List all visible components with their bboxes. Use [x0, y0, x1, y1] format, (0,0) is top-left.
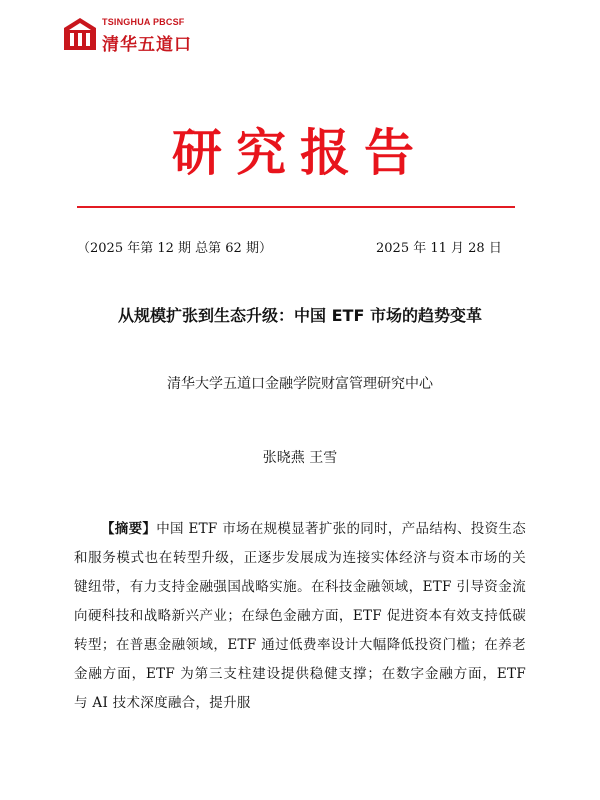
abstract-paragraph	[74, 515, 526, 718]
report-organization: 清华大学五道口金融学院财富管理研究中心	[167, 376, 433, 392]
masthead-divider	[77, 206, 515, 208]
logo-chinese-text: 清华五道口	[102, 35, 192, 55]
abstract-text: 中国 ETF 市场在规模显著扩张的同时，产品结构、投资生态和服务模式也在转型升级，正逐步发展成为连接实体经济与资本市场的关键纽带，有力支持金融强国战略实施。在科技金融领域，ETF 引导资金流向硬科技和战略新兴产业；在绿色金融方面，ETF 促进资本有效支持低碳转型；在普惠金融领域，ETF 通过低费率设计大幅降低投资门槛；在养老金融方面，ETF 为第三支柱建设提供稳健支撑；在数字金融方面，ETF 与 AI 技术深度融合，提升服	[74, 521, 526, 711]
report-title: 从规模扩张到生态升级：中国 ETF 市场的趋势变革	[118, 306, 482, 325]
masthead-title: 研究报告	[172, 123, 428, 182]
report-authors: 张晓燕 王雪	[262, 450, 338, 466]
logo-english-text: TSINGHUA PBCSF	[102, 17, 185, 27]
abstract-label: 【摘要】	[101, 521, 157, 537]
pbcsf-building-icon	[62, 16, 98, 52]
pbcsf-logo	[62, 14, 202, 54]
issue-number: （2025 年第 12 期 总第 62 期）	[77, 241, 272, 256]
issue-date: 2025 年 11 月 28 日	[376, 241, 502, 256]
